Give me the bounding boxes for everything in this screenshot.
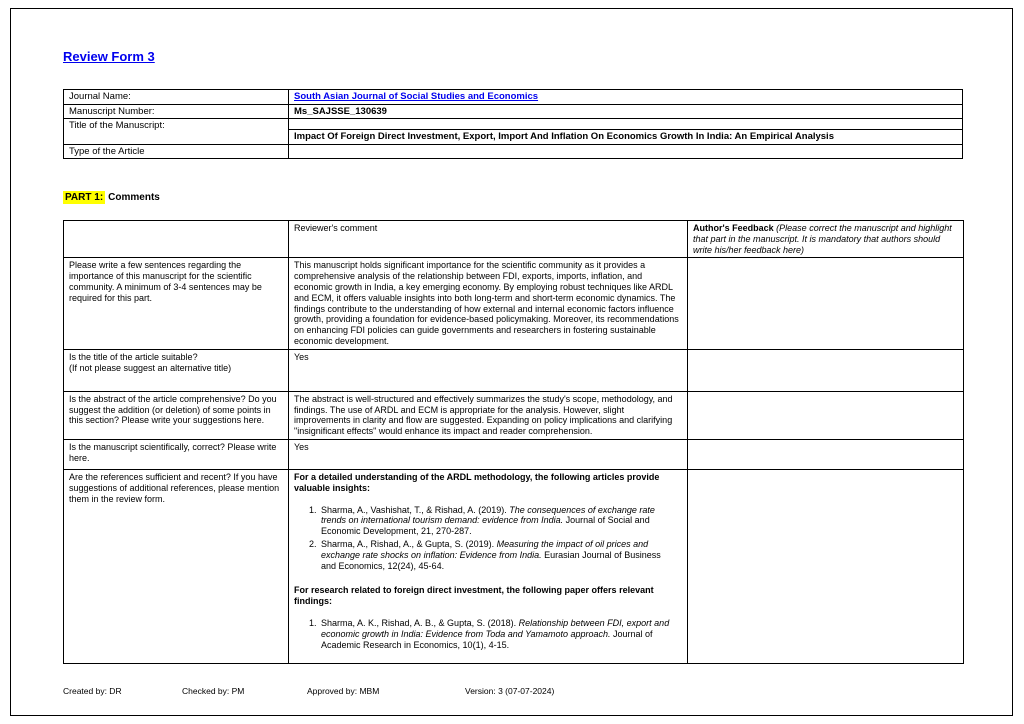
part-1-heading <box>63 192 963 203</box>
title-suitable-question <box>64 349 289 391</box>
title-suitable-row <box>64 349 964 391</box>
comments-header-row <box>64 221 964 258</box>
article-type-row <box>64 144 963 159</box>
ardl-references-list <box>294 505 676 572</box>
scientifically-correct-feedback-cell <box>688 439 964 469</box>
references-comment <box>289 469 688 663</box>
reference-journal: Journal of Social and Economic Development, 21, 270-287. <box>321 515 650 537</box>
article-type-label: Type of the Article <box>64 144 289 159</box>
manuscript-title-spacer <box>289 119 963 130</box>
manuscript-number-value: Ms_SAJSSE_130639 <box>289 104 963 119</box>
footer-checked-by: Checked by: PM <box>182 686 245 696</box>
importance-question: Please write a few sentences regarding the importance of this manuscript for the scientific community. A minimum of 3-4 sentences may be required for this part. <box>64 258 289 349</box>
page-footer <box>63 686 963 698</box>
abstract-question: Is the abstract of the article comprehensive? Do you suggest the addition (or deletion) of some points in this section? Please write your suggestions here. <box>64 391 289 439</box>
reference-authors: Sharma, A. K., Rishad, A. B., & Gupta, S. (2018). <box>321 617 519 628</box>
question-column-header <box>64 221 289 258</box>
manuscript-info-table <box>63 89 963 159</box>
manuscript-title-value: Impact Of Foreign Direct Investment, Export, Import And Inflation On Economics Growth In India: An Empirical Analysis <box>289 130 963 145</box>
journal-name-row <box>64 90 963 105</box>
reference-journal: Eurasian Journal of Business and Economics, 12(24), 45-64. <box>321 549 661 571</box>
ardl-references-heading: For a detailed understanding of the ARDL methodology, the following articles provide valuable insights: <box>294 471 660 493</box>
review-form-page <box>63 48 963 664</box>
scientifically-correct-comment: Yes <box>289 439 688 469</box>
references-row <box>64 469 964 663</box>
author-feedback-column-header <box>688 221 964 258</box>
part-1-title: Comments <box>108 192 160 203</box>
journal-name-cell <box>289 90 963 105</box>
reference-authors: Sharma, A., Rishad, A., & Gupta, S. (2019). <box>321 538 497 549</box>
title-suitable-comment: Yes <box>289 349 688 391</box>
reviewer-comment-column-header: Reviewer's comment <box>289 221 688 258</box>
author-feedback-header-bold: Author's Feedback <box>693 223 774 233</box>
title-suitable-question-line1: Is the title of the article suitable? <box>69 351 198 362</box>
journal-name-link[interactable]: South Asian Journal of Social Studies and Economics <box>294 91 539 102</box>
references-question: Are the references sufficient and recent? If you have suggestions of additional references, please mention them in the review form. <box>64 469 289 663</box>
scientifically-correct-question: Is the manuscript scientifically, correct? Please write here. <box>64 439 289 469</box>
manuscript-number-label: Manuscript Number: <box>64 104 289 119</box>
footer-created-by: Created by: DR <box>63 686 122 696</box>
manuscript-title-label-row <box>64 119 963 130</box>
title-suitable-question-line2: (If not please suggest an alternative title) <box>69 362 232 373</box>
article-type-value <box>289 144 963 159</box>
author-feedback-header-note: (Please correct the manuscript and highlight that part in the manuscript. It is mandatory that authors should write his/her feedback here) <box>693 223 952 255</box>
journal-name-label: Journal Name: <box>64 90 289 105</box>
references-feedback-cell <box>688 469 964 663</box>
importance-comment: This manuscript holds significant importance for the scientific community as it provides a comprehensive analysis of the relationship between FDI, exports, imports, inflation, and economic growth in India, a key emerging economy. By employing robust techniques like ARDL and ECM, it offers valuable insights into both long-term and short-term economic dynamics. The findings contribute to the understanding of how external and internal economic factors influence growth, providing a foundation for evidence-based policymaking. Moreover, its recommendations on enhancing FDI policies can guide governments and researchers in fostering sustainable economic development. <box>289 258 688 349</box>
fdi-references-list <box>294 618 676 650</box>
abstract-row <box>64 391 964 439</box>
footer-version: Version: 3 (07-07-2024) <box>465 686 555 696</box>
form-title: Review Form 3 <box>63 49 155 64</box>
reference-title: Relationship between FDI, export and economic growth in India: Evidence from Toda and Yamamoto approach. <box>321 617 670 639</box>
importance-feedback-cell <box>688 258 964 349</box>
reference-item <box>319 505 676 537</box>
part-1-label: PART 1: <box>65 192 104 203</box>
fdi-references-heading: For research related to foreign direct investment, the following paper offers relevant findings: <box>294 585 654 607</box>
reference-item <box>319 539 676 571</box>
reference-authors: Sharma, A., Vashishat, T., & Rishad, A. (2019). <box>321 504 510 515</box>
reference-journal: Journal of Academic Research in Economics, 10(1), 4-15. <box>321 628 653 650</box>
scientifically-correct-row <box>64 439 964 469</box>
abstract-comment: The abstract is well-structured and effectively summarizes the study's scope, methodology, and findings. The use of ARDL and ECM is appropriate for the analysis. However, slight improvements in clarity and flow are suggested. Expanding on policy implications and clarifying "insignificant effects" would enhance its impact and reader comprehension. <box>289 391 688 439</box>
title-suitable-feedback-cell <box>688 349 964 391</box>
footer-approved-by: Approved by: MBM <box>307 686 380 696</box>
comments-table <box>63 220 964 664</box>
reference-item <box>319 618 676 650</box>
reference-title: The consequences of exchange rate trends on international tourism demand: evidence from India. <box>321 504 655 526</box>
reference-title: Measuring the impact of oil prices and exchange rate shocks on inflation: Evidence from India. <box>321 538 649 560</box>
abstract-feedback-cell <box>688 391 964 439</box>
manuscript-number-row <box>64 104 963 119</box>
importance-row <box>64 258 964 349</box>
manuscript-title-label: Title of the Manuscript: <box>64 119 289 145</box>
